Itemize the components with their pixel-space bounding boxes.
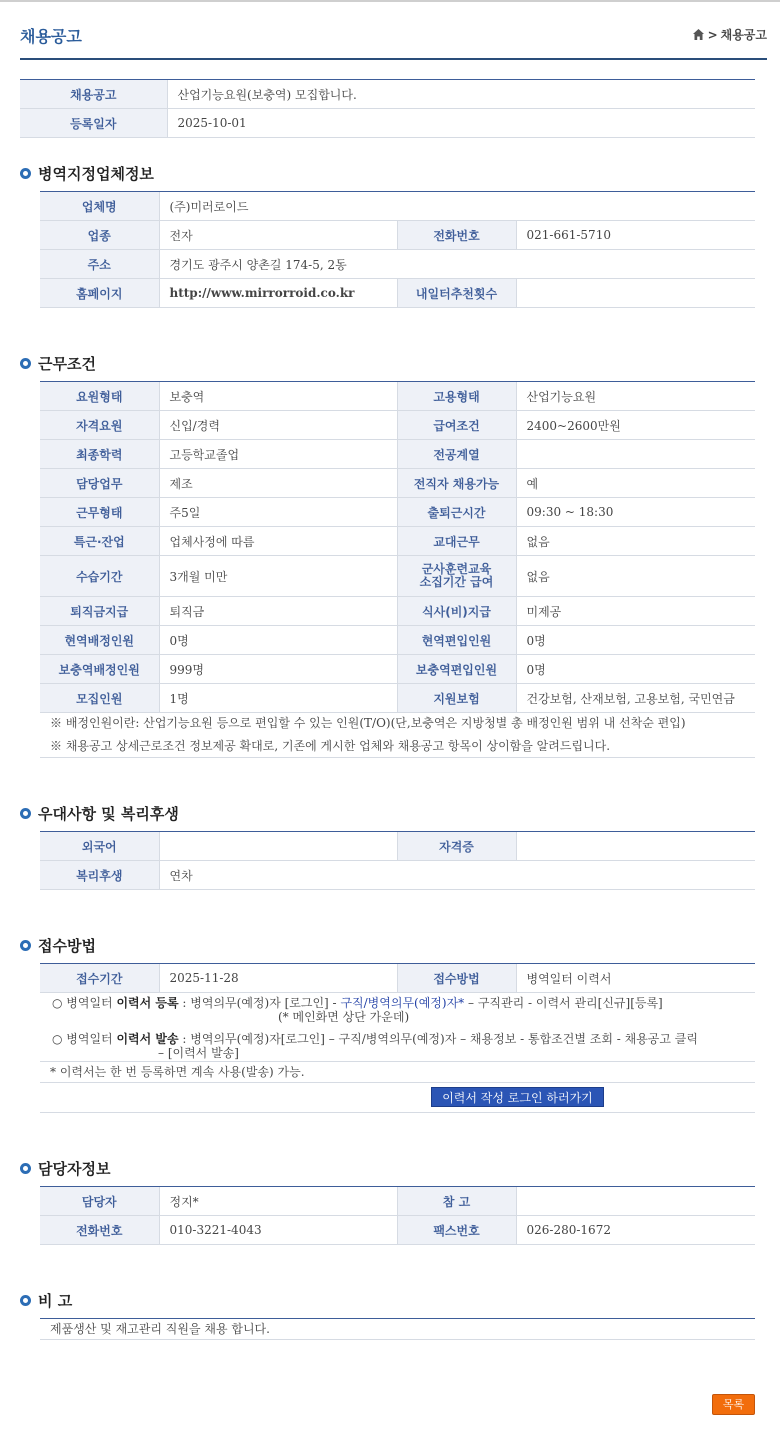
contact-table	[40, 1186, 755, 1245]
table-row	[40, 250, 755, 279]
work-value: 3개월 미만	[159, 556, 397, 597]
step-text: ○ 병역일터	[52, 996, 117, 1010]
work-label: 전직자 채용가능	[397, 469, 516, 498]
summary-label-date: 등록일자	[20, 109, 167, 138]
work-value: 신입/경력	[159, 411, 397, 440]
table-row	[40, 469, 755, 498]
work-value: 없음	[516, 527, 755, 556]
table-row	[20, 80, 755, 109]
work-label: 수습기간	[40, 556, 159, 597]
recommend-label: 내일터추천횟수	[397, 279, 516, 308]
step-text: ○ 병역일터	[52, 1032, 117, 1046]
section-title-text: 병역지정업체정보	[38, 165, 154, 183]
section-title-text: 근무조건	[38, 355, 96, 373]
work-label: 모집인원	[40, 684, 159, 713]
contact-fax-label: 팩스번호	[397, 1216, 516, 1245]
apply-method-value: 병역일터 이력서	[516, 964, 755, 993]
bullet-icon	[20, 1163, 31, 1174]
work-value: 999명	[159, 655, 397, 684]
work-label: 고용형태	[397, 382, 516, 411]
summary-value-date: 2025-10-01	[167, 109, 755, 138]
company-table	[40, 191, 755, 308]
table-row	[40, 411, 755, 440]
job-seeker-link[interactable]: 구직/병역의무(예정)자*	[340, 996, 465, 1010]
step-text: : 병역의무(예정)자 [로그인] -	[178, 996, 341, 1010]
step-text: : 병역의무(예정)자[로그인] – 구직/병역의무(예정)자 – 채용정보 - 통합조건별 조회 - 채용공고 클릭	[178, 1032, 698, 1046]
benefit-table	[40, 831, 755, 890]
language-value	[159, 832, 397, 861]
work-label: 교대근무	[397, 527, 516, 556]
work-value	[516, 440, 755, 469]
work-value: 미제공	[516, 597, 755, 626]
address-value: 경기도 광주시 양촌길 174-5, 2동	[159, 250, 755, 279]
bullet-icon	[20, 358, 31, 369]
industry-value: 전자	[159, 221, 397, 250]
table-row	[40, 832, 755, 861]
work-value: 예	[516, 469, 755, 498]
contact-ref-value	[516, 1187, 755, 1216]
work-label: 전공계열	[397, 440, 516, 469]
divider	[40, 1112, 755, 1113]
section-remarks-title	[20, 1290, 72, 1311]
login-resume-button[interactable]: 이력서 작성 로그인 하러가기	[431, 1087, 604, 1107]
work-table	[40, 381, 755, 713]
work-value: 없음	[516, 556, 755, 597]
welfare-value: 연차	[159, 861, 755, 890]
step-bold: 이력서 발송	[116, 1032, 179, 1046]
table-row	[40, 861, 755, 890]
work-label: 식사(비)지급	[397, 597, 516, 626]
work-label: 자격요원	[40, 411, 159, 440]
work-value: 1명	[159, 684, 397, 713]
work-label: 현역편입인원	[397, 626, 516, 655]
work-label: 담당업무	[40, 469, 159, 498]
work-label: 요원형태	[40, 382, 159, 411]
work-value: 보충역	[159, 382, 397, 411]
contact-ref-label: 참 고	[397, 1187, 516, 1216]
work-label: 현역배정인원	[40, 626, 159, 655]
remarks-text: 제품생산 및 재고관리 직원을 채용 합니다.	[40, 1319, 755, 1340]
section-title-text: 우대사항 및 복리후생	[38, 805, 179, 823]
work-label: 지원보험	[397, 684, 516, 713]
section-title-text: 담당자정보	[38, 1160, 111, 1178]
section-title-text: 비 고	[38, 1292, 73, 1310]
bullet-icon	[20, 1295, 31, 1306]
welfare-label: 복리후생	[40, 861, 159, 890]
apply-note	[40, 1062, 755, 1083]
work-notes	[40, 712, 755, 758]
apply-method-label: 접수방법	[397, 964, 516, 993]
summary-label-title: 채용공고	[20, 80, 167, 109]
step-send-sub: – [이력서 발송]	[158, 1046, 239, 1060]
work-label: 최종학력	[40, 440, 159, 469]
section-company-title	[20, 163, 154, 184]
work-label: 근무형태	[40, 498, 159, 527]
homepage-label: 홈페이지	[40, 279, 159, 308]
table-row	[20, 109, 755, 138]
table-row	[40, 964, 755, 993]
work-label: 출퇴근시간	[397, 498, 516, 527]
work-value: 고등학교졸업	[159, 440, 397, 469]
company-name: (주)미러로이드	[159, 192, 755, 221]
work-value: 건강보험, 산재보험, 고용보험, 국민연금	[516, 684, 755, 713]
step-send	[40, 1032, 755, 1046]
step-register	[40, 996, 755, 1010]
homepage-link[interactable]: http://www.mirrorroid.co.kr	[159, 279, 397, 308]
work-label: 퇴직금지급	[40, 597, 159, 626]
section-contact-title	[20, 1158, 110, 1179]
phone-value: 021-661-5710	[516, 221, 755, 250]
table-row	[40, 1216, 755, 1245]
breadcrumb-current[interactable]: 채용공고	[720, 28, 767, 42]
list-button[interactable]: 목록	[712, 1394, 755, 1415]
summary-value-title: 산업기능요원(보충역) 모집합니다.	[167, 80, 755, 109]
note-line: ※ 배정인원이란: 산업기능요원 등으로 편입할 수 있는 인원(T/O)(단,보충역은 지방청별 총 배정인원 범위 내 선착순 편입)	[50, 716, 686, 730]
table-row	[40, 556, 755, 597]
language-label: 외국어	[40, 832, 159, 861]
table-row	[40, 597, 755, 626]
bullet-icon	[20, 168, 31, 179]
table-row	[40, 279, 755, 308]
breadcrumb	[692, 26, 767, 43]
contact-person-value: 정지*	[159, 1187, 397, 1216]
contact-phone-value: 010-3221-4043	[159, 1216, 397, 1245]
work-label: 특근·잔업	[40, 527, 159, 556]
note-line: ※ 채용공고 상세근로조건 정보제공 확대로, 기존에 게시한 업체와 채용공고 항목이 상이함을 알려드립니다.	[40, 735, 755, 758]
work-value: 0명	[159, 626, 397, 655]
step-bold: 이력서 등록	[116, 996, 179, 1010]
contact-person-label: 담당자	[40, 1187, 159, 1216]
table-row	[40, 192, 755, 221]
table-row	[40, 527, 755, 556]
bullet-icon	[20, 940, 31, 951]
work-value: 업체사정에 따름	[159, 527, 397, 556]
work-value: 0명	[516, 655, 755, 684]
home-icon[interactable]	[692, 28, 705, 41]
work-value: 09:30 ~ 18:30	[516, 498, 755, 527]
recommend-value	[516, 279, 755, 308]
work-label: 군사훈련교육 소집기간 급여	[397, 556, 516, 597]
work-value: 산업기능요원	[516, 382, 755, 411]
top-border	[0, 0, 780, 2]
section-title-text: 접수방법	[38, 937, 96, 955]
section-benefit-title	[20, 803, 179, 824]
address-label: 주소	[40, 250, 159, 279]
apply-table	[40, 963, 755, 993]
apply-steps	[40, 996, 755, 1060]
section-work-title	[20, 353, 96, 374]
table-row	[40, 382, 755, 411]
table-row	[40, 1187, 755, 1216]
page-header	[20, 18, 767, 60]
work-value: 제조	[159, 469, 397, 498]
table-row	[40, 440, 755, 469]
work-value: 0명	[516, 626, 755, 655]
step-register-sub: (* 메인화면 상단 가운데)	[278, 1010, 410, 1024]
phone-label: 전화번호	[397, 221, 516, 250]
table-row	[40, 684, 755, 713]
work-label: 급여조건	[397, 411, 516, 440]
breadcrumb-separator: >	[707, 27, 718, 42]
work-value: 퇴직금	[159, 597, 397, 626]
remarks-box	[40, 1319, 755, 1340]
certificate-value	[516, 832, 755, 861]
page-title: 채용공고	[20, 27, 82, 46]
contact-phone-label: 전화번호	[40, 1216, 159, 1245]
work-label: 보충역배정인원	[40, 655, 159, 684]
apply-period-label: 접수기간	[40, 964, 159, 993]
section-apply-title	[20, 935, 96, 956]
step-text: – 구직관리 - 이력서 관리[신규][등록]	[464, 996, 663, 1010]
certificate-label: 자격증	[397, 832, 516, 861]
work-value: 2400~2600만원	[516, 411, 755, 440]
apply-period-value: 2025-11-28	[159, 964, 397, 993]
summary-table	[20, 79, 755, 138]
bullet-icon	[20, 808, 31, 819]
work-value: 주5일	[159, 498, 397, 527]
work-label: 보충역편입인원	[397, 655, 516, 684]
table-row	[40, 221, 755, 250]
table-row	[40, 655, 755, 684]
industry-label: 업종	[40, 221, 159, 250]
table-row	[40, 498, 755, 527]
company-name-label: 업체명	[40, 192, 159, 221]
note-line: * 이력서는 한 번 등록하면 계속 사용(발송) 가능.	[40, 1062, 755, 1083]
contact-fax-value: 026-280-1672	[516, 1216, 755, 1245]
table-row	[40, 626, 755, 655]
